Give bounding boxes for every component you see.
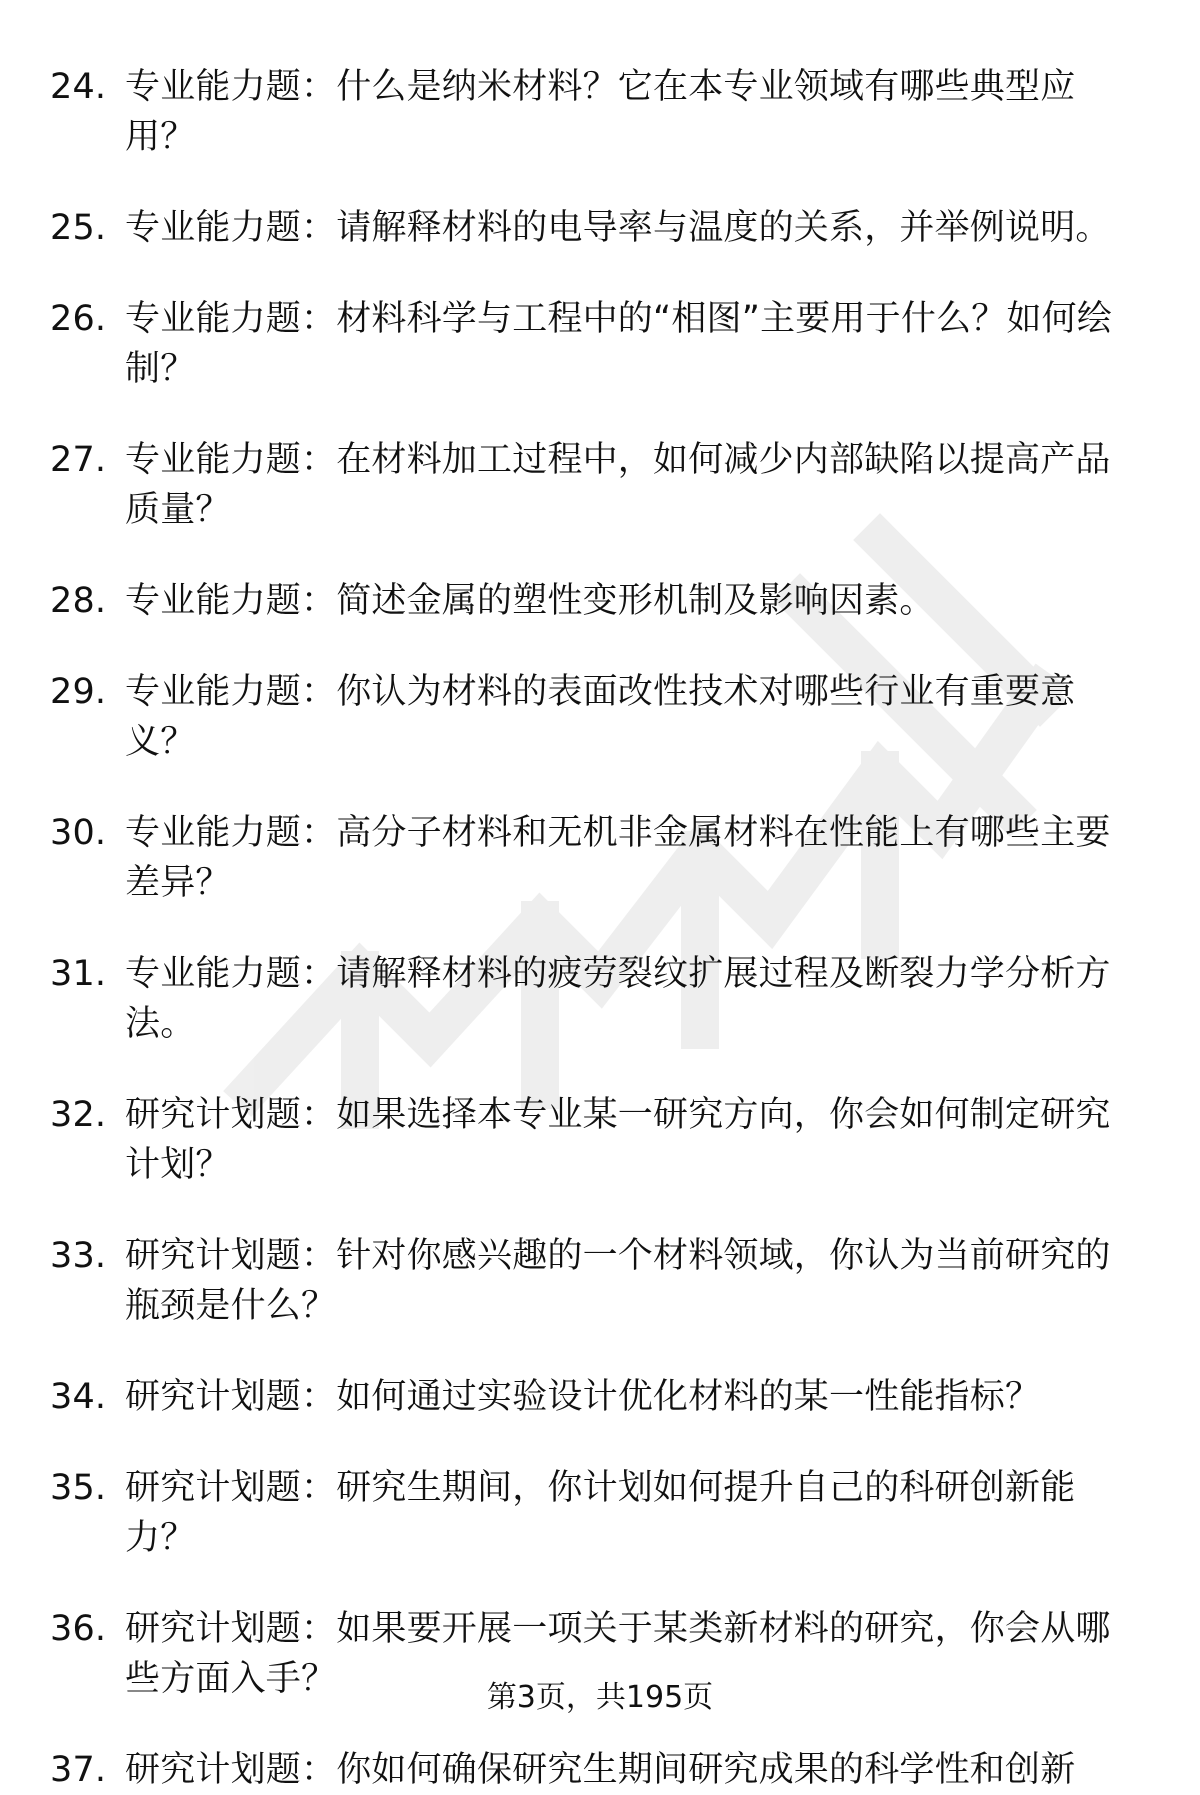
question-category: 研究计划题：	[125, 1095, 337, 1135]
question-number: 25.	[50, 208, 107, 248]
question-number: 31.	[50, 954, 107, 994]
question-number: 28.	[50, 581, 107, 621]
question-number: 37.	[50, 1750, 107, 1790]
question-text: 你认为材料的表面改性技术对哪些行业有重要意义？	[125, 672, 1076, 762]
question-category: 专业能力题：	[125, 954, 337, 994]
question-text: 如果选择本专业某一研究方向，你会如何制定研究计划？	[125, 1095, 1111, 1185]
question-category: 专业能力题：	[125, 813, 337, 853]
question-item-25	[50, 203, 1140, 253]
question-item-32	[50, 1090, 1140, 1190]
question-category: 专业能力题：	[125, 208, 337, 248]
question-category: 研究计划题：	[125, 1377, 337, 1417]
question-number: 27.	[50, 440, 107, 480]
question-category: 专业能力题：	[125, 440, 337, 480]
question-text: 你如何确保研究生期间研究成果的科学性和创新	[336, 1750, 1076, 1790]
page-number-label: 第3页，共195页	[486, 1680, 714, 1715]
question-category: 专业能力题：	[125, 299, 337, 339]
question-category: 研究计划题：	[125, 1750, 337, 1790]
question-item-35	[50, 1463, 1140, 1563]
question-item-37	[50, 1745, 1140, 1795]
question-text: 针对你感兴趣的一个材料领域，你认为当前研究的瓶颈是什么？	[125, 1236, 1111, 1326]
question-text: 在材料加工过程中，如何减少内部缺陷以提高产品质量？	[125, 440, 1111, 530]
question-number: 30.	[50, 813, 107, 853]
question-list	[50, 62, 1140, 1795]
question-item-29	[50, 667, 1140, 767]
question-number: 33.	[50, 1236, 107, 1276]
question-number: 32.	[50, 1095, 107, 1135]
question-item-27	[50, 435, 1140, 535]
question-text: 研究生期间，你计划如何提升自己的科研创新能力？	[125, 1468, 1076, 1558]
question-number: 26.	[50, 299, 107, 339]
question-text: 如果要开展一项关于某类新材料的研究，你会从哪些方面入手？	[125, 1609, 1111, 1699]
question-text: 简述金属的塑性变形机制及影响因素。	[336, 581, 935, 621]
page-footer	[0, 1678, 1200, 1718]
question-item-24	[50, 62, 1140, 162]
question-category: 专业能力题：	[125, 67, 337, 107]
question-number: 29.	[50, 672, 107, 712]
question-item-30	[50, 808, 1140, 908]
question-text: 请解释材料的疲劳裂纹扩展过程及断裂力学分析方法。	[125, 954, 1111, 1044]
question-number: 36.	[50, 1609, 107, 1649]
question-category: 研究计划题：	[125, 1609, 337, 1649]
question-item-31	[50, 949, 1140, 1049]
question-item-33	[50, 1231, 1140, 1331]
question-item-28	[50, 576, 1140, 626]
question-text: 高分子材料和无机非金属材料在性能上有哪些主要差异？	[125, 813, 1111, 903]
question-number: 35.	[50, 1468, 107, 1508]
question-category: 专业能力题：	[125, 581, 337, 621]
question-text: 什么是纳米材料？它在本专业领域有哪些典型应用？	[125, 67, 1076, 157]
question-category: 研究计划题：	[125, 1468, 337, 1508]
question-text: 如何通过实验设计优化材料的某一性能指标？	[336, 1377, 1041, 1417]
question-category: 专业能力题：	[125, 672, 337, 712]
question-text: 请解释材料的电导率与温度的关系，并举例说明。	[336, 208, 1111, 248]
question-number: 24.	[50, 67, 107, 107]
question-number: 34.	[50, 1377, 107, 1417]
question-category: 研究计划题：	[125, 1236, 337, 1276]
question-text: 材料科学与工程中的“相图”主要用于什么？如何绘制？	[125, 299, 1113, 389]
question-item-34	[50, 1372, 1140, 1422]
question-item-26	[50, 294, 1140, 394]
